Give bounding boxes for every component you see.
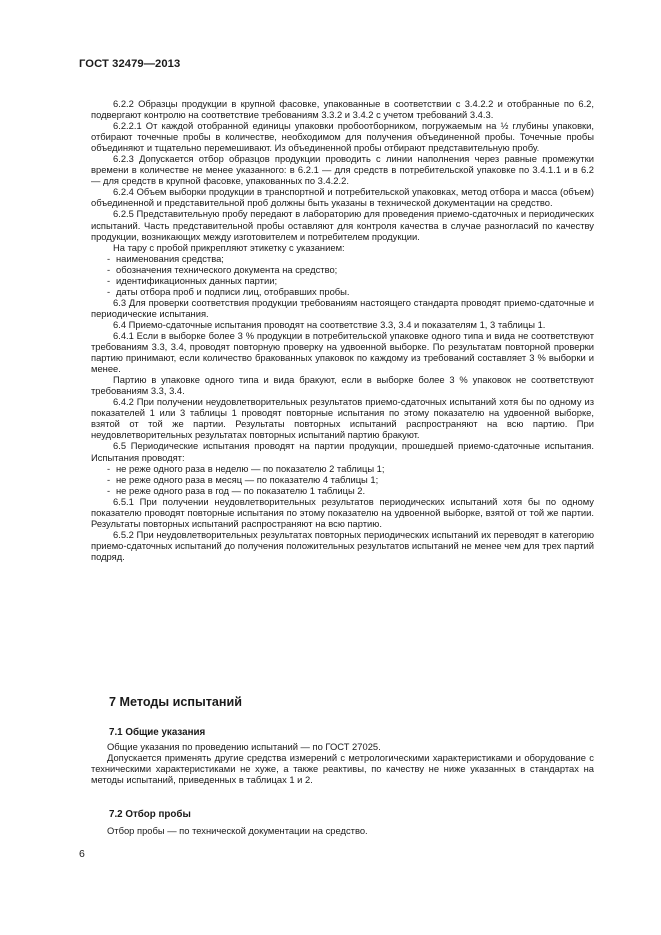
paragraph-label-intro: На тару с пробой прикрепляют этикетку с указанием: bbox=[113, 241, 345, 253]
list-item: - наименования средства; bbox=[91, 253, 594, 264]
paragraph-7-2-sampling: Отбор пробы — по технической документации на средство. bbox=[107, 825, 368, 836]
paragraph-6-4-2: 6.4.2 При получении неудовлетворительных результатов приемо-сдаточных испытаний хотя бы по одному из показателей 1 или 3 таблицы 1 проводят повторные испытания по этому показателю на удвоенной выборке, взятой от той же партии. Результаты повторных испытаний распространяют на всю партию. При неудовлетворительных результатах повторных испытаний партию бракуют. bbox=[91, 396, 594, 441]
subsection-7-1-heading: 7.1 Общие указания bbox=[109, 727, 206, 738]
paragraph-6-4-1: 6.4.1 Если в выборке более 3 % продукции в потребительской упаковке одного типа и вида не соответствуют требованиям 3.3, 3.4, проводят повторную проверку на удвоенной выборке. По результатам повторной проверки партию принимают, если количество бракованных упаковок по каждому из требований составляет 3 % выборки и менее. bbox=[91, 329, 594, 375]
paragraph-7-1-general: Общие указания по проведению испытаний — по ГОСТ 27025. bbox=[107, 741, 381, 752]
list-item: - даты отбора проб и подписи лиц, отобравших пробы. bbox=[91, 286, 594, 297]
paragraph-6-2-2: 6.2.2 Образцы продукции в крупной фасовке, упакованные в соответствии с 3.4.2.2 и отобранные по 6.2, подвергают контролю на соответствие требованиям 3.3.2 и 3.4.2 с учетом требований 3.4.3. bbox=[91, 98, 594, 121]
subsection-7-2-heading: 7.2 Отбор пробы bbox=[109, 809, 191, 820]
paragraph-6-5: 6.5 Периодические испытания проводят на партии продукции, прошедшей приемо-сдаточные испытания. Испытания проводят: bbox=[91, 440, 594, 463]
paragraph-6-5-2: 6.5.2 При неудовлетворительных результатах повторных периодических испытаний их переводят в категорию приемо-сдаточных испытаний до получения положительных результатов испытаний не менее чем для трех партий подряд. bbox=[91, 528, 594, 562]
paragraph-6-2-2-1: 6.2.2.1 От каждой отобранной единицы упаковки пробоотборником, погружаемым на ½ глубины упаковки, отбирают точечные пробы в количестве, необходимом для получения объединенной пробы. Точечные пробы объединяют и тщательно перемешивают. Из объединенной пробы отбирают представительную пробу. bbox=[91, 120, 594, 154]
list-item: - идентификационных данных партии; bbox=[91, 275, 594, 286]
paragraph-6-2-4: 6.2.4 Объем выборки продукции в транспортной и потребительской упаковках, метод отбора и масса (объем) объединенной и представительной проб должны быть указаны в технической документации на средство. bbox=[91, 186, 594, 209]
paragraph-6-3: 6.3 Для проверки соответствия продукции требованиям настоящего стандарта проводят приемо-сдаточные и периодические испытания. bbox=[91, 296, 594, 319]
paragraph-6-4: 6.4 Приемо-сдаточные испытания проводят на соответствие 3.3, 3.4 и показателям 1, 3 таблицы 1. bbox=[113, 318, 546, 330]
list-item: - обозначения технического документа на средство; bbox=[91, 264, 594, 275]
subsection-7-1-body bbox=[91, 741, 594, 785]
paragraph-6-5-1: 6.5.1 При получении неудовлетворительных результатов периодических испытаний хотя бы по одному показателю проводят повторные испытания по этому показателю на удвоенной выборке, взятой от той же партии. Результаты повторных испытаний распространяют на всю партию. bbox=[91, 495, 594, 529]
paragraph-7-1-equipment: Допускается применять другие средства измерений с метрологическими характеристиками и оборудование с техническими характеристиками не хуже, а также реактивы, по качеству не ниже указанных в стандартах на методы испытаний, приведенных в таблицах 1 и 2. bbox=[91, 752, 594, 786]
paragraph-6-2-3: 6.2.3 Допускается отбор образцов продукции проводить с линии наполнения через равные промежутки времени в количестве не менее указанного: в 6.2.1 — для средств в потребительской упаковке по 3.4.1.1 и в 6.2 — для средств в крупной фасовке, упакованных по 3.4.2.2. bbox=[91, 153, 594, 187]
section-6-body bbox=[91, 98, 594, 562]
list-item: - не реже одного раза в месяц — по показателю 4 таблицы 1; bbox=[91, 474, 594, 485]
subsection-7-2-body bbox=[91, 825, 594, 836]
paragraph-6-2-5: 6.2.5 Представительную пробу передают в лабораторию для проведения приемо-сдаточных и периодических испытаний. Часть представительной пробы оставляют для контроля качества в случае разногласий по качеству продукции, возникающих между изготовителем и потребителем продукции. bbox=[91, 208, 594, 242]
page-number: 6 bbox=[79, 848, 85, 860]
paragraph-6-4-1-reject: Партию в упаковке одного типа и вида бракуют, если в выборке более 3 % упаковок не соответствуют требованиям 3.3, 3.4. bbox=[91, 374, 594, 397]
document-header: ГОСТ 32479—2013 bbox=[79, 58, 181, 70]
list-item: - не реже одного раза в год — по показателю 1 таблицы 2. bbox=[91, 485, 594, 496]
section-7-heading: 7 Методы испытаний bbox=[109, 695, 242, 709]
list-item: - не реже одного раза в неделю — по показателю 2 таблицы 1; bbox=[91, 463, 594, 474]
